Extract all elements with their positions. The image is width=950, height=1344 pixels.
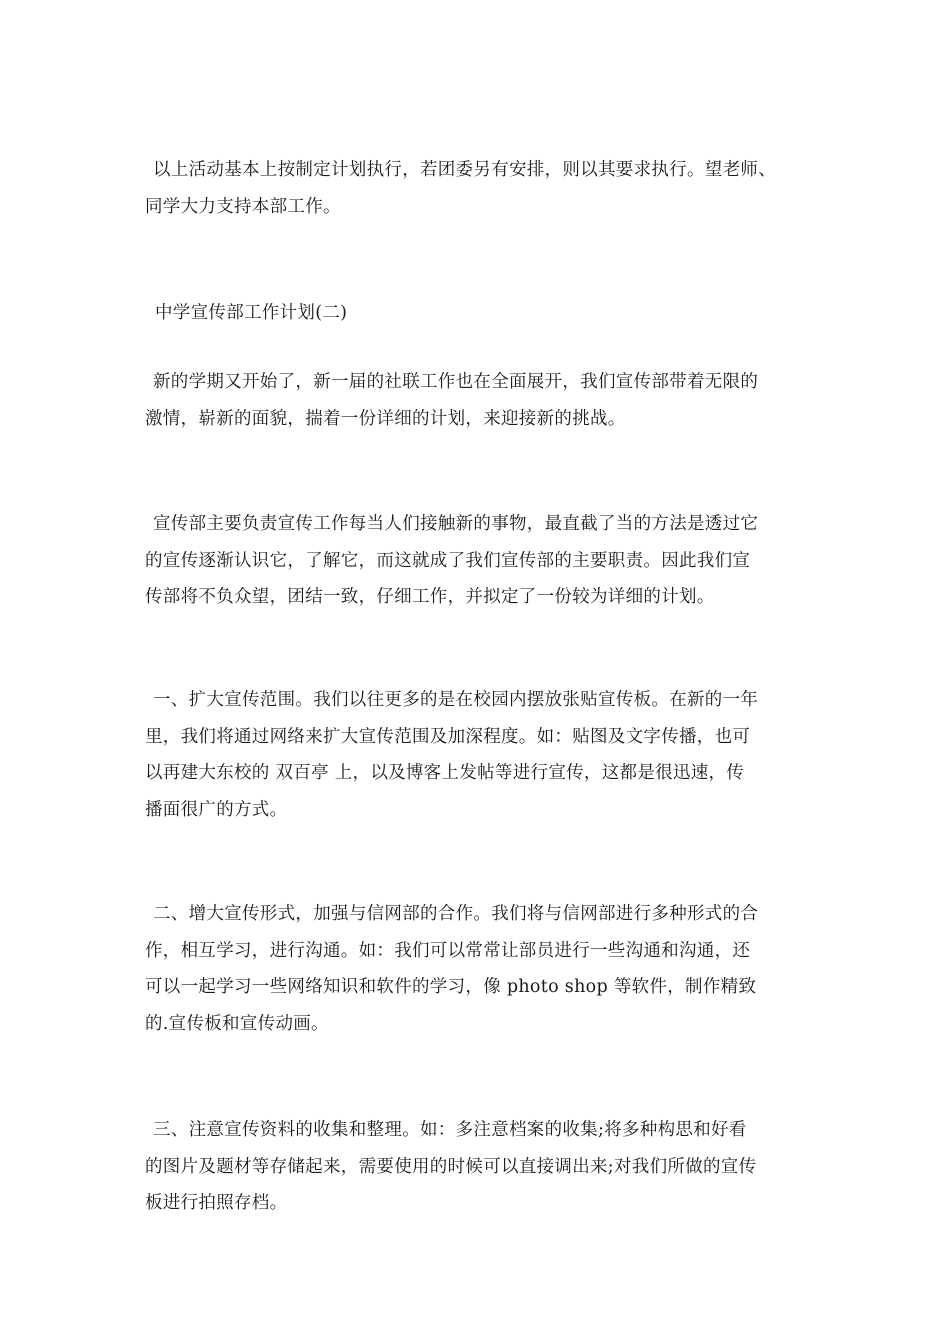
paragraph-intro: [145, 364, 815, 437]
section-title: [145, 295, 815, 332]
paragraph-line: 可以一起学习一些网络知识和软件的学习，像 photo shop 等软件，制作精致: [145, 977, 757, 997]
section-title-text: 中学宣传部工作计划(二): [155, 303, 348, 323]
paragraph-line: 的宣传逐渐认识它，了解它，而这就成了我们宣传部的主要职责。因此我们宣: [145, 550, 751, 571]
paragraph-line: 传部将不负众望，团结一致，仔细工作，并拟定了一份较为详细的计划。: [145, 587, 715, 607]
paragraph-line: 激情，崭新的面貌，揣着一份详细的计划，来迎接新的挑战。: [145, 408, 626, 429]
paragraph-item-3: [145, 1112, 815, 1222]
paragraph-line: 一、扩大宣传范围。我们以往更多的是在校园内摆放张贴宣传板。在新的一年: [153, 690, 759, 710]
paragraph-line: 里，我们将通过网络来扩大宣传范围及加深程度。如：贴图及文字传播，也可: [145, 726, 751, 747]
paragraph-line: 二、增大宣传形式，加强与信网部的合作。我们将与信网部进行多种形式的合: [153, 904, 759, 924]
paragraph-line: 以上活动基本上按制定计划执行，若团委另有安排，则以其要求执行。望老师、: [153, 160, 776, 180]
paragraph-line: 的.宣传板和宣传动画。: [145, 1013, 329, 1034]
paragraph-line: 的图片及题材等存储起来，需要使用的时候可以直接调出来;对我们所做的宣传: [145, 1156, 757, 1177]
paragraph-duty: [145, 506, 815, 616]
paragraph-item-2: [145, 896, 815, 1042]
paragraph-line: 作，相互学习，进行沟通。如：我们可以常常让部员进行一些沟通和沟通，还: [145, 940, 751, 961]
paragraph-line: 三、注意宣传资料的收集和整理。如：多注意档案的收集;将多种构思和好看: [153, 1120, 747, 1140]
paragraph-closing: [145, 152, 815, 225]
paragraph-line: 宣传部主要负责宣传工作每当人们接触新的事物，最直截了当的方法是透过它: [153, 514, 759, 534]
paragraph-line: 同学大力支持本部工作。: [145, 196, 341, 217]
paragraph-item-1: [145, 682, 815, 828]
paragraph-line: 播面很广的方式。: [145, 799, 288, 820]
paragraph-line: 以再建大东校的 双百亭 上，以及博客上发帖等进行宣传，这都是很迅速，传: [145, 763, 745, 783]
paragraph-line: 板进行拍照存档。: [145, 1193, 288, 1213]
paragraph-line: 新的学期又开始了，新一届的社联工作也在全面展开，我们宣传部带着无限的: [153, 372, 759, 392]
